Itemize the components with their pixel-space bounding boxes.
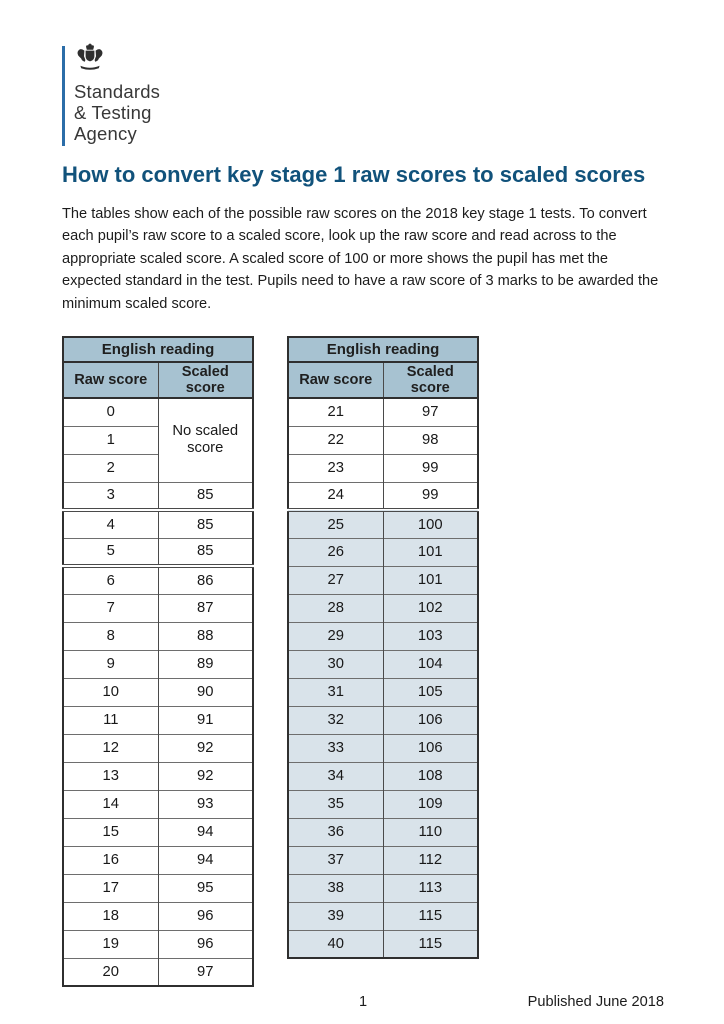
- table-body: [63, 398, 253, 986]
- scaled-score-cell: 115: [383, 930, 478, 958]
- table-row: [288, 426, 478, 454]
- raw-score-cell: 19: [63, 930, 158, 958]
- logo-line-3: Agency: [74, 123, 137, 144]
- raw-score-header: Raw score: [288, 362, 383, 398]
- scaled-score-cell: 99: [383, 482, 478, 510]
- scaled-score-header: Scaled score: [158, 362, 253, 398]
- logo-line-1: Standards: [74, 81, 161, 102]
- raw-score-cell: 26: [288, 538, 383, 566]
- raw-score-cell: 0: [63, 398, 158, 426]
- table-row: [63, 594, 253, 622]
- scaled-score-cell: 100: [383, 510, 478, 538]
- raw-score-cell: 30: [288, 650, 383, 678]
- scaled-score-cell: 104: [383, 650, 478, 678]
- page-title: How to convert key stage 1 raw scores to scaled scores: [62, 162, 646, 187]
- table-row: [288, 650, 478, 678]
- scaled-score-cell: 89: [158, 650, 253, 678]
- raw-score-cell: 23: [288, 454, 383, 482]
- scaled-score-cell: 105: [383, 678, 478, 706]
- table-row: [288, 398, 478, 426]
- table-row: [288, 790, 478, 818]
- table-row: [63, 622, 253, 650]
- scaled-score-cell: 103: [383, 622, 478, 650]
- table-header-row: [288, 362, 478, 398]
- table-row: [63, 482, 253, 510]
- scaled-score-cell: 106: [383, 734, 478, 762]
- table-row: [288, 538, 478, 566]
- royal-coat-of-arms-icon: [74, 42, 106, 72]
- scaled-score-cell: 95: [158, 874, 253, 902]
- intro-paragraph: The tables show each of the possible raw scores on the 2018 key stage 1 tests. To convert each pupil’s raw score to a scaled score, look up the raw score and read across to the appropriate scaled score. A scaled score of 100 or more shows the pupil has met the expected standard in the test. Pupils need to have a raw score of 3 marks to be awarded the minimum scaled score.: [62, 206, 659, 312]
- raw-score-cell: 8: [63, 622, 158, 650]
- raw-score-cell: 21: [288, 398, 383, 426]
- table-row: [63, 930, 253, 958]
- raw-score-cell: 3: [63, 482, 158, 510]
- raw-score-cell: 32: [288, 706, 383, 734]
- published-date: Published June 2018: [527, 994, 664, 1011]
- raw-score-cell: 22: [288, 426, 383, 454]
- raw-score-cell: 36: [288, 818, 383, 846]
- table-row: [288, 454, 478, 482]
- table-row: [63, 790, 253, 818]
- table-row: [288, 930, 478, 958]
- scaled-score-cell: 94: [158, 846, 253, 874]
- logo-text: [74, 81, 160, 144]
- raw-score-cell: 14: [63, 790, 158, 818]
- raw-score-cell: 29: [288, 622, 383, 650]
- table-row: [288, 706, 478, 734]
- scaled-score-cell: 96: [158, 902, 253, 930]
- conversion-table-left: [62, 336, 254, 987]
- conversion-table-right: [287, 336, 479, 959]
- raw-score-cell: 10: [63, 678, 158, 706]
- logo-line-2: & Testing: [74, 102, 152, 123]
- scaled-score-cell: 112: [383, 846, 478, 874]
- raw-score-cell: 13: [63, 762, 158, 790]
- scaled-score-cell: 108: [383, 762, 478, 790]
- scaled-score-cell: 93: [158, 790, 253, 818]
- raw-score-cell: 18: [63, 902, 158, 930]
- scaled-score-cell: 110: [383, 818, 478, 846]
- raw-score-cell: 15: [63, 818, 158, 846]
- raw-score-cell: 2: [63, 454, 158, 482]
- table-title: English reading: [288, 337, 478, 362]
- raw-score-cell: 6: [63, 566, 158, 594]
- table-row: [288, 678, 478, 706]
- table-row: [63, 958, 253, 986]
- table-row: [288, 874, 478, 902]
- scaled-score-cell: 94: [158, 818, 253, 846]
- raw-score-cell: 33: [288, 734, 383, 762]
- raw-score-cell: 20: [63, 958, 158, 986]
- scaled-score-cell: 85: [158, 510, 253, 538]
- table-title-row: [63, 337, 253, 362]
- raw-score-cell: 16: [63, 846, 158, 874]
- scaled-score-cell: 96: [158, 930, 253, 958]
- scaled-score-cell: 85: [158, 482, 253, 510]
- scaled-score-cell: 106: [383, 706, 478, 734]
- no-scaled-score-cell: No scaled score: [158, 398, 253, 482]
- conversion-tables: [62, 336, 664, 987]
- raw-score-cell: 25: [288, 510, 383, 538]
- sta-logo: [62, 42, 664, 146]
- page-footer: [62, 994, 664, 1010]
- raw-score-cell: 31: [288, 678, 383, 706]
- table-row: [63, 734, 253, 762]
- scaled-score-cell: 92: [158, 762, 253, 790]
- scaled-score-cell: 101: [383, 566, 478, 594]
- raw-score-cell: 35: [288, 790, 383, 818]
- table-title: English reading: [63, 337, 253, 362]
- scaled-score-cell: 115: [383, 902, 478, 930]
- table-row: [63, 874, 253, 902]
- scaled-score-cell: 85: [158, 538, 253, 566]
- table-row: [63, 902, 253, 930]
- raw-score-cell: 17: [63, 874, 158, 902]
- table-row: [288, 846, 478, 874]
- scaled-score-cell: 97: [383, 398, 478, 426]
- scaled-score-cell: 90: [158, 678, 253, 706]
- raw-score-cell: 12: [63, 734, 158, 762]
- scaled-score-header: Scaled score: [383, 362, 478, 398]
- scaled-score-cell: 99: [383, 454, 478, 482]
- raw-score-cell: 1: [63, 426, 158, 454]
- scaled-score-cell: 98: [383, 426, 478, 454]
- scaled-score-cell: 92: [158, 734, 253, 762]
- logo-content: [65, 42, 160, 146]
- scaled-score-cell: 101: [383, 538, 478, 566]
- table-row: [288, 818, 478, 846]
- scaled-score-cell: 86: [158, 566, 253, 594]
- scaled-score-cell: 109: [383, 790, 478, 818]
- table-row: [288, 482, 478, 510]
- table-row: [63, 538, 253, 566]
- table-row: [63, 762, 253, 790]
- page-number: 1: [358, 994, 368, 1011]
- raw-score-cell: 7: [63, 594, 158, 622]
- table-body: [288, 398, 478, 958]
- table-row: [63, 846, 253, 874]
- scaled-score-cell: 88: [158, 622, 253, 650]
- table-row: [63, 678, 253, 706]
- table-row: [63, 398, 253, 426]
- table-row: [288, 622, 478, 650]
- scaled-score-cell: 87: [158, 594, 253, 622]
- table-row: [63, 818, 253, 846]
- raw-score-cell: 38: [288, 874, 383, 902]
- table-row: [288, 734, 478, 762]
- table-row: [288, 566, 478, 594]
- scaled-score-cell: 91: [158, 706, 253, 734]
- table-row: [288, 762, 478, 790]
- scaled-score-cell: 113: [383, 874, 478, 902]
- table-row: [63, 510, 253, 538]
- scaled-score-cell: 102: [383, 594, 478, 622]
- table-row: [63, 706, 253, 734]
- raw-score-cell: 40: [288, 930, 383, 958]
- table-row: [288, 594, 478, 622]
- raw-score-cell: 39: [288, 902, 383, 930]
- raw-score-cell: 34: [288, 762, 383, 790]
- raw-score-cell: 4: [63, 510, 158, 538]
- raw-score-header: Raw score: [63, 362, 158, 398]
- table-header-row: [63, 362, 253, 398]
- table-row: [288, 902, 478, 930]
- raw-score-cell: 28: [288, 594, 383, 622]
- raw-score-cell: 9: [63, 650, 158, 678]
- raw-score-cell: 11: [63, 706, 158, 734]
- raw-score-cell: 27: [288, 566, 383, 594]
- table-row: [288, 510, 478, 538]
- table-row: [63, 566, 253, 594]
- raw-score-cell: 5: [63, 538, 158, 566]
- scaled-score-cell: 97: [158, 958, 253, 986]
- table-title-row: [288, 337, 478, 362]
- raw-score-cell: 24: [288, 482, 383, 510]
- table-row: [63, 650, 253, 678]
- raw-score-cell: 37: [288, 846, 383, 874]
